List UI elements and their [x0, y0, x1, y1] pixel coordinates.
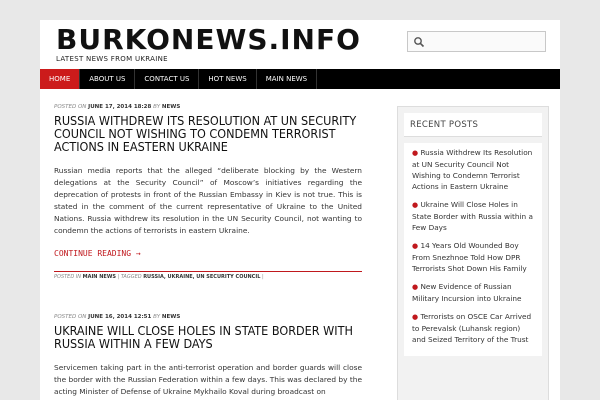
post-category-link[interactable]: MAIN NEWS: [82, 274, 116, 280]
recent-post-link[interactable]: 14 Years Old Wounded Boy From Snezhnoe Told How DPR Terrorists Shot Down His Family: [412, 241, 527, 273]
post-footer: [54, 271, 362, 280]
posted-on-label: POSTED ON: [54, 314, 87, 320]
by-label: BY: [153, 314, 161, 320]
post: [54, 314, 362, 398]
main-content: [54, 104, 362, 398]
recent-post-item[interactable]: [412, 279, 536, 309]
nav-item-main-news[interactable]: MAIN NEWS: [257, 69, 317, 89]
footer-separator: |: [262, 274, 264, 280]
recent-post-link[interactable]: New Evidence of Russian Military Incursion into Ukraine: [412, 282, 522, 303]
recent-post-link[interactable]: Ukraine Will Close Holes in State Border with Russia within a Few Days: [412, 200, 533, 232]
search-input[interactable]: [428, 34, 542, 50]
nav-item-hot-news[interactable]: HOT NEWS: [199, 69, 256, 89]
tagged-label: | TAGGED: [117, 274, 142, 280]
recent-post-item[interactable]: [412, 238, 536, 279]
posted-on-label: POSTED ON: [54, 104, 87, 110]
recent-post-link[interactable]: Terrorists on OSCE Car Arrived to Perevalsk (Luhansk region) and Seized Territory of the Trust: [412, 312, 532, 344]
search-icon: [413, 36, 425, 48]
recent-post-item[interactable]: [412, 145, 536, 197]
post: [54, 104, 362, 280]
recent-posts-list: [404, 143, 542, 356]
nav-item-about-us[interactable]: ABOUT US: [80, 69, 135, 89]
nav-item-contact-us[interactable]: CONTACT US: [135, 69, 199, 89]
post-tags-links[interactable]: RUSSIA, UKRAINE, UN SECURITY COUNCIL: [143, 274, 261, 280]
post-meta: [54, 104, 362, 112]
bullet-icon: ●: [412, 201, 419, 209]
sidebar: [397, 106, 549, 400]
site-tagline: LATEST NEWS FROM UKRAINE: [56, 55, 168, 63]
site-title[interactable]: BURKONEWS.INFO: [56, 23, 361, 56]
recent-post-item[interactable]: [412, 197, 536, 238]
recent-posts-heading: RECENT POSTS: [404, 113, 542, 137]
by-label: BY: [153, 104, 161, 110]
bullet-icon: ●: [412, 313, 419, 321]
nav-item-home[interactable]: HOME: [40, 69, 80, 89]
post-title[interactable]: UKRAINE WILL CLOSE HOLES IN STATE BORDER WITH RUSSIA WITHIN A FEW DAYS: [54, 323, 353, 351]
recent-post-item[interactable]: [412, 309, 536, 350]
bullet-icon: ●: [412, 242, 419, 250]
bullet-icon: ●: [412, 283, 419, 291]
search-box[interactable]: [407, 31, 546, 52]
post-date[interactable]: JUNE 17, 2014 18:28: [88, 104, 152, 110]
posted-in-label: POSTED IN: [54, 274, 81, 280]
page-container: [40, 20, 560, 400]
post-excerpt: Russian media reports that the alleged “deliberate blocking by the Western delegations at the Security Council” of Moscow’s initiatives regarding the deprecation of protests in front of the Russian Embassy in Kiev is not true. This is stated in the comment of the current representative of Ukraine to the United Nations. Russia withdrew its resolution in the UN Security Council, not wanting to condemn the actions of terrorists in eastern Ukraine.: [54, 166, 362, 235]
main-nav: [40, 69, 560, 89]
post-title[interactable]: RUSSIA WITHDREW ITS RESOLUTION AT UN SECURITY COUNCIL NOT WISHING TO CONDEMN TERRORIST ACTIONS IN EASTERN UKRAINE: [54, 113, 357, 154]
post-author[interactable]: NEWS: [161, 104, 181, 110]
recent-post-link[interactable]: Russia Withdrew Its Resolution at UN Security Council Not Wishing to Condemn Terrorist Actions in Eastern Ukraine: [412, 148, 533, 191]
continue-reading-link[interactable]: CONTINUE READING →: [54, 249, 141, 258]
post-author[interactable]: NEWS: [161, 314, 181, 320]
post-meta: [54, 314, 362, 322]
bullet-icon: ●: [412, 149, 419, 157]
post-excerpt: Servicemen taking part in the anti-terrorist operation and border guards will close the border with the Russian Federation within a few days. This was declared by the acting Minister of Defense of Ukraine Mykhailo Koval during broadcast on: [54, 363, 362, 396]
post-date[interactable]: JUNE 16, 2014 12:51: [88, 314, 152, 320]
